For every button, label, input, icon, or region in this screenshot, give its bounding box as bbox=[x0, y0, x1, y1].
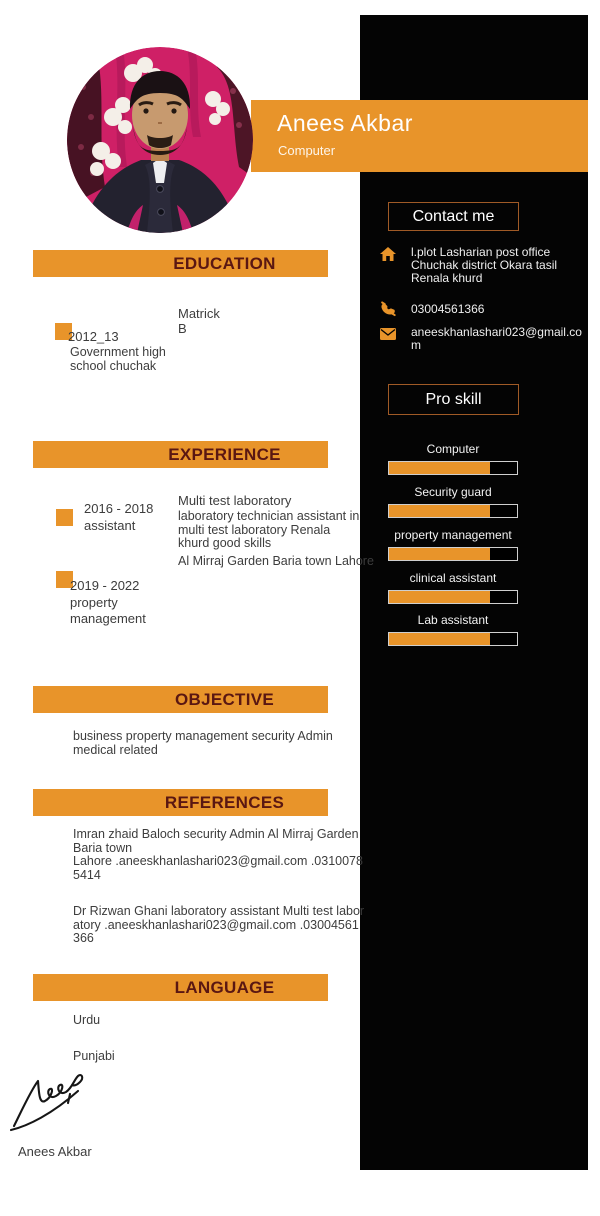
contact-me-button[interactable] bbox=[388, 202, 519, 231]
header-band bbox=[251, 100, 588, 172]
language-header bbox=[33, 974, 328, 1001]
phone-icon bbox=[380, 301, 397, 322]
education-grade: B bbox=[178, 321, 187, 336]
skill-fill bbox=[389, 591, 490, 603]
objective-title: OBJECTIVE bbox=[174, 689, 275, 709]
education-title: EDUCATION bbox=[173, 253, 276, 273]
language-title: LANGUAGE bbox=[174, 977, 275, 997]
objective-header bbox=[33, 686, 328, 713]
language-item-1: Urdu bbox=[73, 1013, 101, 1027]
experience-title: EXPERIENCE bbox=[168, 444, 281, 464]
education-period: 2012_13 bbox=[68, 329, 119, 344]
education-header bbox=[33, 250, 328, 277]
skill-fill bbox=[389, 548, 490, 560]
experience-1-period: 2016 - 2018 bbox=[84, 501, 154, 516]
home-icon bbox=[380, 247, 396, 266]
experience-bullet-1 bbox=[56, 509, 73, 526]
contact-me-label: Contact me bbox=[412, 207, 495, 225]
skill-bar-security-guard bbox=[388, 504, 518, 518]
reference-item-2: Dr Rizwan Ghani laboratory assistant Multi test laboratory .aneeskhanlashari023@gmail.com .03004561366 bbox=[73, 904, 365, 945]
skill-label-property-management: property management bbox=[394, 528, 512, 542]
skill-bar-computer bbox=[388, 461, 518, 475]
references-header bbox=[33, 789, 328, 816]
pro-skill-label: Pro skill bbox=[425, 390, 482, 408]
signature bbox=[8, 1072, 94, 1141]
contact-address: l.plot Lasharian post office Chuchak district Okara tasil Renala khurd bbox=[411, 245, 558, 285]
skill-label-security-guard: Security guard bbox=[414, 485, 492, 499]
profile-photo bbox=[67, 47, 253, 233]
skill-fill bbox=[389, 462, 490, 474]
skill-fill bbox=[389, 633, 490, 645]
experience-1-role: assistant bbox=[84, 518, 136, 533]
contact-email: aneeskhanlashari023@gmail.com bbox=[411, 325, 582, 352]
email-icon bbox=[380, 327, 396, 345]
signature-scribble bbox=[8, 1072, 94, 1136]
skill-fill bbox=[389, 505, 490, 517]
pro-skill-button[interactable] bbox=[388, 384, 519, 415]
footer-name: Anees Akbar bbox=[18, 1144, 92, 1159]
experience-1-org: Multi test laboratory bbox=[178, 493, 292, 508]
skill-label-clinical-assistant: clinical assistant bbox=[409, 571, 497, 585]
skill-label-lab-assistant: Lab assistant bbox=[417, 613, 489, 627]
person-title: Computer bbox=[278, 143, 336, 158]
language-item-2: Punjabi bbox=[73, 1049, 115, 1063]
skill-bar-clinical-assistant bbox=[388, 590, 518, 604]
education-school: Government high school chuchak bbox=[70, 345, 166, 373]
references-title: REFERENCES bbox=[164, 792, 285, 812]
reference-item-1: Imran zhaid Baloch security Admin Al Mirraj Garden Baria town Lahore .aneeskhanlashari023@gmail.com .03100785414 bbox=[73, 827, 363, 882]
experience-header bbox=[33, 441, 328, 468]
person-name: Anees Akbar bbox=[277, 110, 413, 136]
skill-bar-property-management bbox=[388, 547, 518, 561]
experience-2-role: property management bbox=[70, 595, 146, 626]
experience-1-details: laboratory technician assistant in multi test laboratory Renala khurd good skills bbox=[178, 509, 360, 550]
experience-2-period: 2019 - 2022 bbox=[70, 578, 140, 593]
experience-1-location: Al Mirraj Garden Baria town Lahore bbox=[178, 554, 374, 568]
skill-label-computer: Computer bbox=[426, 442, 480, 456]
contact-phone: 03004561366 bbox=[411, 302, 485, 316]
objective-text: business property management security Admin medical related bbox=[73, 729, 333, 757]
skill-bar-lab-assistant bbox=[388, 632, 518, 646]
education-degree: Matrick bbox=[178, 306, 220, 321]
profile-photo-illustration bbox=[67, 47, 253, 233]
